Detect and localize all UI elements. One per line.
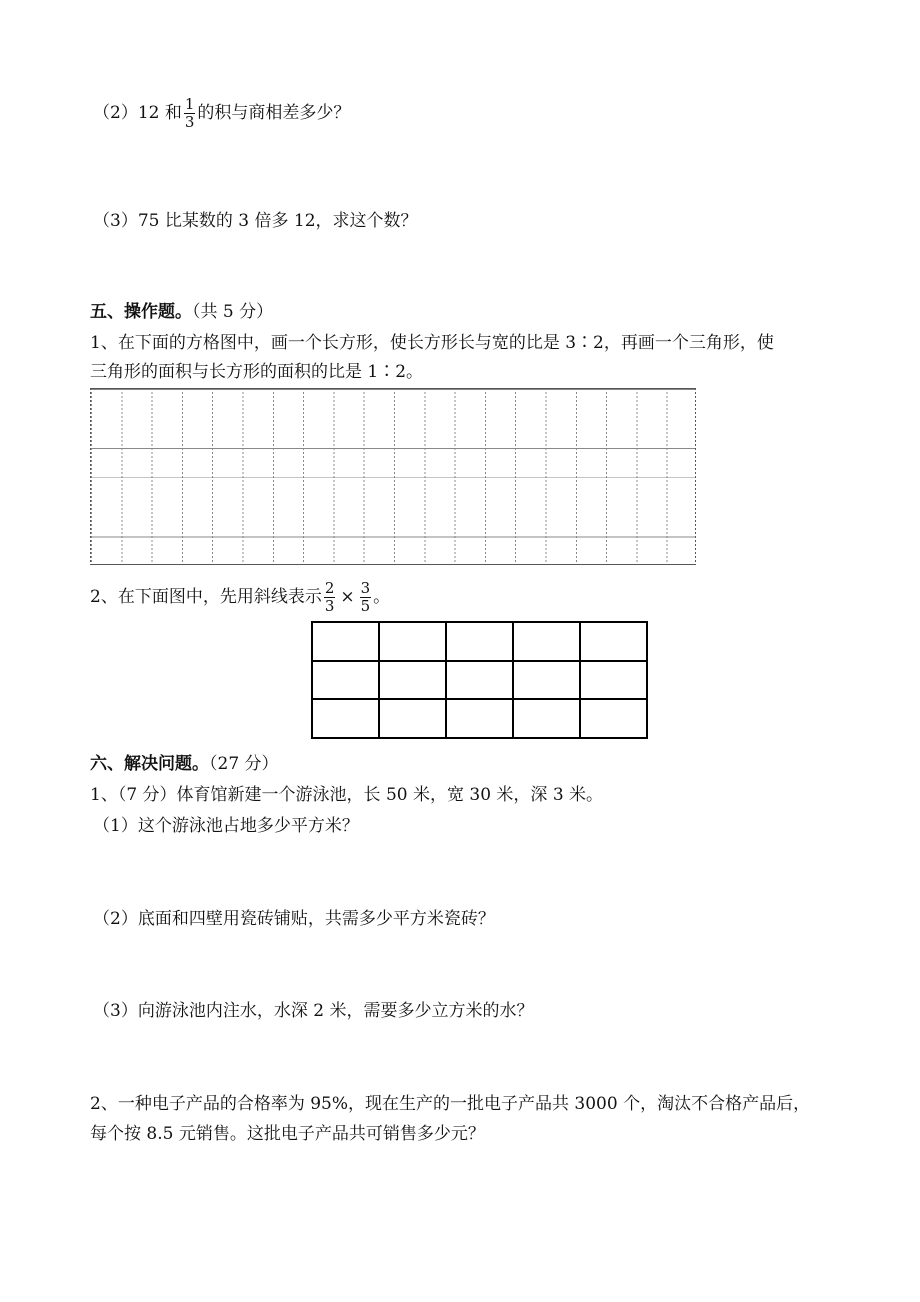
fraction-two-thirds: $\frac{2}{3}$ — [324, 579, 335, 615]
question-6-1-1: （1）这个游泳池占地多少平方米？ — [93, 816, 359, 836]
dotted-grid — [90, 388, 696, 565]
question-6-1: 1、（7 分）体育馆新建一个游泳池，长 50 米，宽 30 米，深 3 米。 — [90, 785, 604, 805]
question-4-2 — [93, 96, 350, 131]
question-text: 2、在下面图中，先用斜线表示 — [90, 587, 322, 607]
grid-cell — [513, 661, 580, 700]
grid-cell — [379, 661, 446, 700]
question-6-2-line2: 每个按 8.5 元销售。这批电子产品共可销售多少元？ — [90, 1124, 485, 1144]
section-6-heading — [90, 752, 279, 776]
grid-row — [312, 661, 647, 700]
grid-cell — [513, 699, 580, 738]
question-text: 。 — [373, 587, 391, 607]
grid-cell — [580, 622, 647, 661]
multiply-sign: × — [340, 587, 355, 607]
grid-cell — [379, 622, 446, 661]
section-points: （共 5 分） — [192, 302, 274, 322]
grid-cell — [580, 661, 647, 700]
grid-cell — [580, 699, 647, 738]
grid-cell — [446, 661, 513, 700]
grid-row — [312, 699, 647, 738]
section-5-heading — [90, 300, 273, 324]
solid-grid — [311, 621, 648, 739]
section-title: 六、解决问题。 — [90, 754, 209, 774]
question-5-1-line1: 1、在下面的方格图中，画一个长方形，使长方形长与宽的比是 3∶2，再画一个三角形，使 — [90, 333, 774, 353]
grid-cell — [379, 699, 446, 738]
question-4-3: （3）75 比某数的 3 倍多 12，求这个数？ — [93, 211, 418, 231]
question-6-1-2: （2）底面和四壁用瓷砖铺贴，共需多少平方米瓷砖？ — [93, 909, 495, 929]
question-text: （2）12 和 — [93, 103, 182, 123]
grid-cell — [446, 699, 513, 738]
question-6-1-3: （3）向游泳池内注水，水深 2 米，需要多少立方米的水？ — [93, 1001, 534, 1021]
question-text: 的积与商相差多少？ — [197, 103, 351, 123]
grid-row — [312, 622, 647, 661]
section-title: 五、操作题。 — [90, 302, 192, 322]
fraction-three-fifths: $\frac{3}{5}$ — [360, 579, 371, 615]
fraction-one-third: $\frac{1}{3}$ — [184, 95, 195, 131]
question-5-2 — [90, 580, 390, 615]
grid-cell — [312, 622, 379, 661]
section-points: （27 分） — [209, 754, 279, 774]
grid-cell — [513, 622, 580, 661]
question-6-2-line1: 2、一种电子产品的合格率为 95%，现在生产的一批电子产品共 3000 个，淘汰不合格产品后， — [90, 1094, 811, 1114]
question-5-1-line2: 三角形的面积与长方形的面积的比是 1∶2。 — [90, 362, 424, 382]
grid-cell — [446, 622, 513, 661]
grid-cell — [312, 699, 379, 738]
grid-cell — [312, 661, 379, 700]
